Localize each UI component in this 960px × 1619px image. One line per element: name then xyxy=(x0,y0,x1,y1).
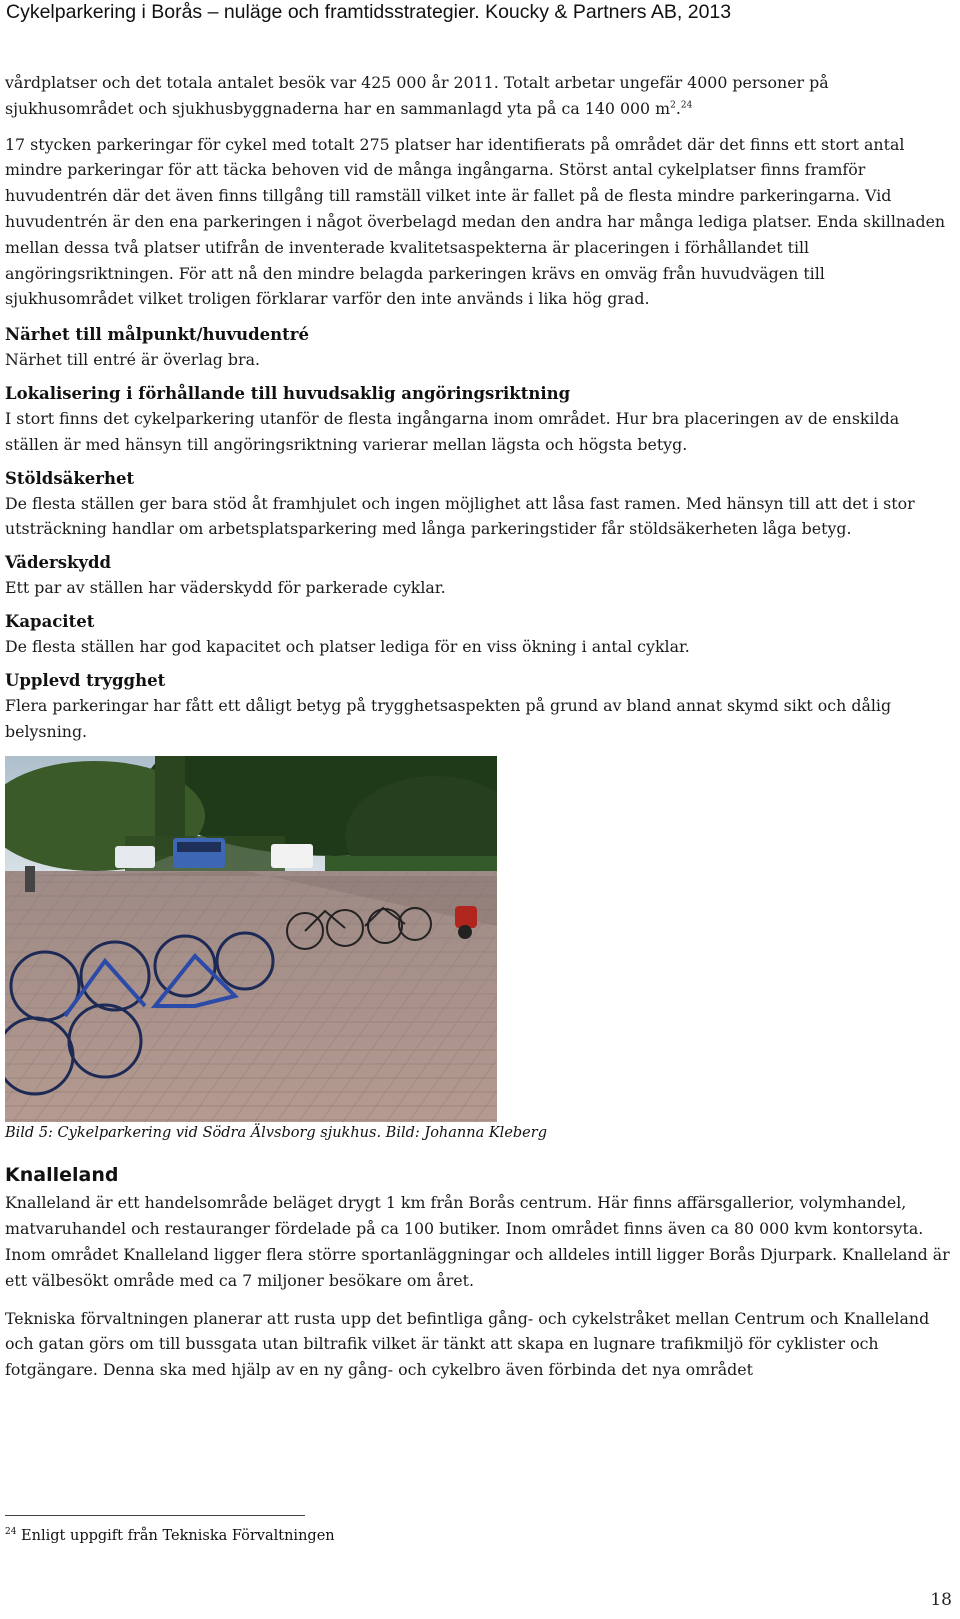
section-body-narhet: Närhet till entré är överlag bra. xyxy=(5,350,261,370)
figure-caption: Bild 5: Cykelparkering vid Södra Älvsborg sjukhus. Bild: Johanna Kleberg xyxy=(5,1125,547,1142)
page-body xyxy=(5,70,953,1395)
footnote-number: 24 xyxy=(5,1527,17,1538)
section-body-kapacitet: De flesta ställen har god kapacitet och platser lediga för en viss ökning i antal cyklar. xyxy=(5,636,690,656)
section-body-stoldsakerhet: De flesta ställen ger bara stöd åt framhjulet och ingen möjlighet att låsa fast ramen. Med hänsyn till att det i stor utsträckning handlar om arbetsplatsparkering med långa parkeringstider får stöldsäkerheten låga betyg. xyxy=(5,493,915,539)
intro-period: . xyxy=(675,98,681,118)
page-number: 18 xyxy=(930,1590,952,1610)
knalleland-section xyxy=(5,1190,953,1383)
running-header: Cykelparkering i Borås – nuläge och framtidsstrategier. Koucky & Partners AB, 2013 xyxy=(6,1,732,23)
footnote-divider xyxy=(5,1515,305,1516)
intro-paragraph-1 xyxy=(5,70,953,122)
intro-text: vårdplatser och det totala antalet besök var 425 000 år 2011. Totalt arbetar ungefär 4000 personer på sjukhusområdet och sjukhusbyggnaderna har en sammanlagd yta på ca 140 000 m xyxy=(5,73,829,118)
knalleland-paragraph-2: Tekniska förvaltningen planerar att rusta upp det befintliga gång- och cykelstråket mellan Centrum och Knalleland och gatan görs om till bussgata utan biltrafik vilket är tänkt att skapa en lugnare trafikmiljö för cyklister och fotgängare. Denna ska med hjälp av en ny gång- och cykelbro även förbinda det nya området xyxy=(5,1308,930,1380)
bicycle-parking-photo xyxy=(5,756,497,1122)
footnote xyxy=(5,1526,335,1546)
superscript-squared: 2 xyxy=(670,100,676,111)
section-heading-stoldsakerhet: Stöldsäkerhet xyxy=(5,468,135,488)
section-heading-narhet: Närhet till målpunkt/huvudentré xyxy=(5,325,309,345)
section-heading-lokalisering: Lokalisering i förhållande till huvudsaklig angöringsriktning xyxy=(5,383,571,403)
footnote-reference: 24 xyxy=(680,100,693,111)
section-body-lokalisering: I stort finns det cykelparkering utanför de flesta ingångarna inom området. Hur bra placeringen av de enskilda ställen är med hänsyn till angöringsriktning varierar mellan lägsta och högsta betyg. xyxy=(5,408,900,454)
section-heading-vaderskydd: Väderskydd xyxy=(5,553,112,573)
section-body-trygghet: Flera parkeringar har fått ett dåligt betyg på trygghetsaspekten på grund av bland annat skymd sikt och dålig belysning. xyxy=(5,695,892,741)
section-heading-trygghet: Upplevd trygghet xyxy=(5,670,166,690)
knalleland-paragraph-1: Knalleland är ett handelsområde beläget drygt 1 km från Borås centrum. Här finns affärsgallerior, volymhandel, matvaruhandel och restauranger fördelade på ca 100 butiker. Inom området finns även ca 80 000 kvm kontorsyta. Inom området Knalleland ligger flera större sportanläggningar och alldeles intill ligger Borås Djurpark. Knalleland är ett välbesökt område med ca 7 miljoner besökare om året. xyxy=(5,1193,950,1290)
section-heading-kapacitet: Kapacitet xyxy=(5,611,95,631)
section-heading-knalleland: Knalleland xyxy=(5,1164,119,1187)
intro-paragraph-2: 17 stycken parkeringar för cykel med totalt 275 platser har identifierats på området där det finns ett stort antal mindre parkeringar för att täcka behoven vid de många ingångarna. Störst antal cykelplatser finns framför huvudentrén där det även finns tillgång till ramställ vilket inte är fallet på de flesta mindre parkeringarna. Vid huvudentrén är den ena parkeringen i något överbelagd medan den andra har många lediga platser. Enda skillnaden mellan dessa två platser utifrån de inventerade kvalitetsaspekterna är placeringen i förhållandet till angöringsriktningen. För att nå den mindre belagda parkeringen krävs en omväg från huvudvägen till sjukhusområdet vilket troligen förklarar varför den inte används i lika hög grad. xyxy=(5,134,946,309)
section-body-vaderskydd: Ett par av ställen har väderskydd för parkerade cyklar. xyxy=(5,578,446,598)
footnote-text: Enligt uppgift från Tekniska Förvaltningen xyxy=(16,1528,335,1544)
